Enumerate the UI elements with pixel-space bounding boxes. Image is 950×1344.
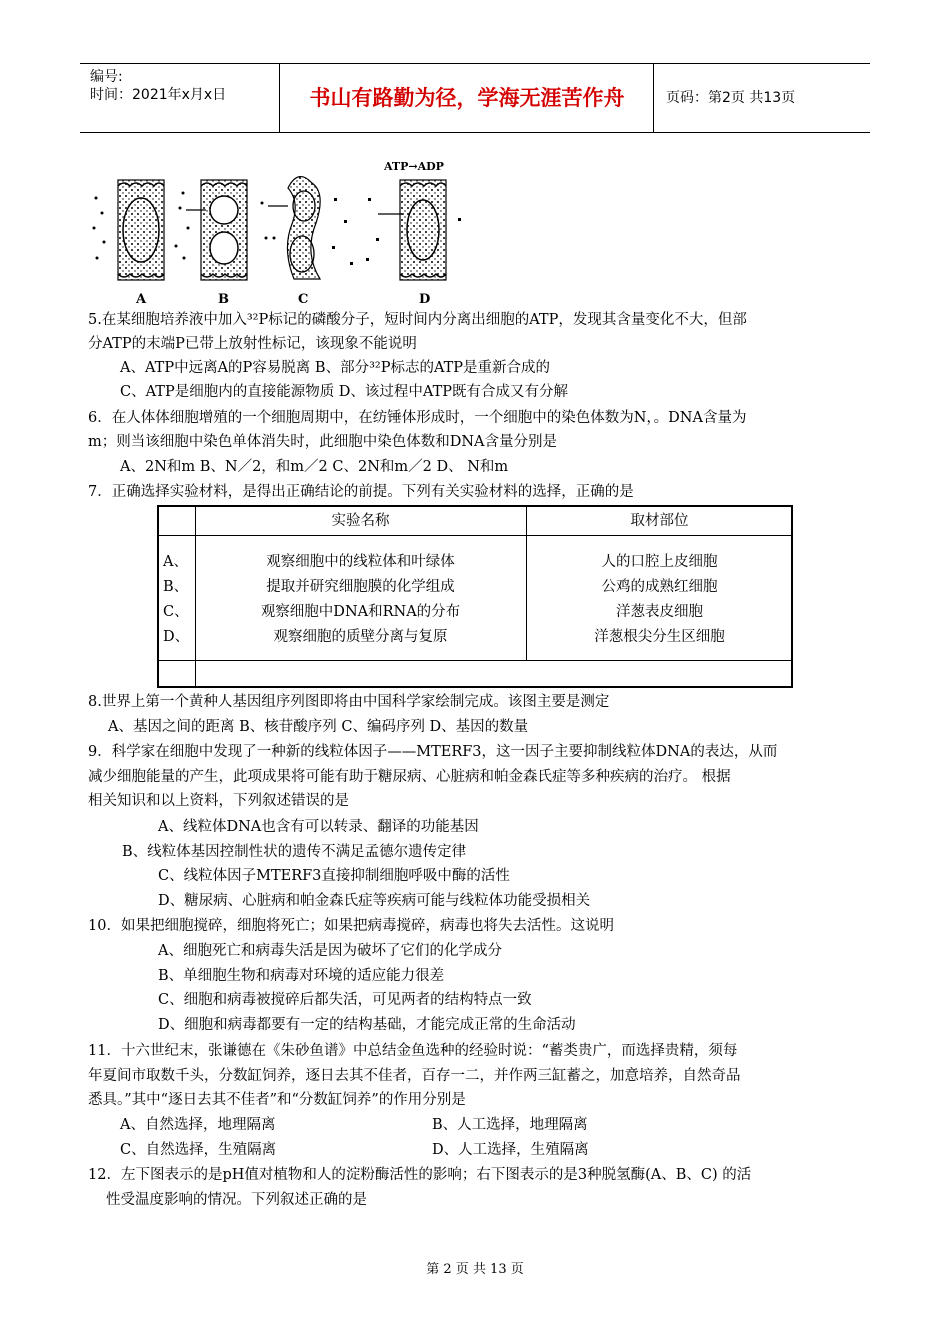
q7-stem: 7．正确选择实验材料，是得出正确结论的前提。下列有关实验材料的选择，正确的是 [88,484,634,500]
q9-option-d: D、糖尿病、心脏病和帕金森氏症等疾病可能与线粒体功能受损相关 [158,893,591,909]
serial-label: 编号: [90,69,123,85]
q6-options: A、2N和m B、N／2，和m／2 C、2N和m／2 D、 N和m [120,459,509,475]
q6-stem-2: m；则当该细胞中染色单体消失时，此细胞中染色体数和DNA含量分别是 [88,434,558,450]
atp-adp-label: ATP→ADP [384,160,444,173]
table-row-letter: C、 [163,604,189,620]
q8-stem: 8.世界上第一个黄种人基因组序列图即将由中国科学家绘制完成。该图主要是测定 [88,694,610,710]
table-header-material: 取材部位 [630,513,689,529]
q11-stem-2: 年夏间市取数千头，分数缸饲养，逐日去其不佳者，百存一二，并作两三缸蓄之，加意培养，自然奇品 [88,1068,741,1084]
q10-option-a: A、细胞死亡和病毒失活是因为破坏了它们的化学成分 [158,943,502,959]
q9-stem-3: 相关知识和以上资料，下列叙述错误的是 [88,793,349,809]
membrane-a [93,180,182,280]
membrane-c [268,177,353,279]
label-b: B [218,292,229,307]
membrane-transport-figure [88,158,468,308]
q7-table [157,505,793,688]
q5-stem-1: 5.在某细胞培养液中加入³²P标记的磷酸分子，短时间内分离出细胞的ATP，发现其含量变化不大，但部 [88,312,747,328]
q12-stem-1: 12．左下图表示的是pH值对植物和人的淀粉酶活性的影响；右下图表示的是3种脱氢酶(A、B、C) 的活 [88,1167,752,1183]
table-row-name: 提取并研究细胞膜的化学组成 [266,579,455,595]
membrane-diagram [88,158,468,308]
membrane-b [182,180,268,280]
q11-option-c: C、自然选择，生殖隔离 [120,1142,277,1158]
table-row-letter: D、 [163,629,190,645]
header-motto: 书山有路勤为径，学海无涯苦作舟 [281,64,654,132]
q12-stem-2: 性受温度影响的情况。下列叙述正确的是 [106,1192,367,1208]
membrane-d [366,160,461,280]
table-row-material: 人的口腔上皮细胞 [601,554,718,570]
table-row-material: 洋葱表皮细胞 [616,604,703,620]
label-a: A [136,292,147,307]
q11-option-b: B、人工选择，地理隔离 [432,1117,588,1133]
q9-option-c: C、线粒体因子MTERF3直接抑制细胞呼吸中酶的活性 [158,868,510,884]
table-row-letter: B、 [163,579,189,595]
header-page-label: 页码：第2页 共13页 [666,90,796,106]
q10-stem: 10．如果把细胞搅碎，细胞将死亡；如果把病毒搅碎，病毒也将失去活性。这说明 [88,918,614,934]
q11-option-a: A、自然选择，地理隔离 [120,1117,276,1133]
q5-options-2: C、ATP是细胞内的直接能源物质 D、该过程中ATP既有合成又有分解 [120,384,569,400]
table-header-name: 实验名称 [331,513,390,529]
q11-stem-3: 悉具。”其中“逐日去其不佳者”和“分数缸饲养”的作用分别是 [88,1092,466,1108]
header-meta [80,64,280,132]
q9-stem-1: 9．科学家在细胞中发现了一种新的线粒体因子——MTERF3，这一因子主要抑制线粒体DNA的表达，从而 [88,744,778,760]
q6-stem-1: 6．在人体体细胞增殖的一个细胞周期中，在纺锤体形成时，一个细胞中的染色体数为N，。DNA含量为 [88,410,747,426]
q10-option-d: D、细胞和病毒都要有一定的结构基础，才能完成正常的生命活动 [158,1017,576,1033]
table-row-name: 观察细胞的质壁分离与复原 [273,629,448,645]
table-row-material: 洋葱根尖分生区细胞 [594,629,725,645]
time-label: 时间：2021年x月x日 [90,87,227,103]
page-header [80,63,870,133]
label-d: D [419,292,431,307]
q8-options: A、基因之间的距离 B、核苷酸序列 C、编码序列 D、基因的数量 [108,719,529,735]
q9-option-a: A、线粒体DNA也含有可以转录、翻译的功能基因 [158,819,479,835]
q11-option-d: D、人工选择，生殖隔离 [432,1142,589,1158]
table-row-name: 观察细胞中的线粒体和叶绿体 [266,554,455,570]
table-row-letter: A、 [163,554,188,570]
label-c: C [298,292,309,307]
page-footer: 第 2 页 共 13 页 [426,1262,524,1277]
q11-stem-1: 11．十六世纪末，张谦德在《朱砂鱼谱》中总结金鱼选种的经验时说：“蓄类贵广，而选择贵精，须每 [88,1043,738,1059]
table-row-name: 观察细胞中DNA和RNA的分布 [260,604,461,620]
q9-stem-2: 减少细胞能量的产生，此项成果将可能有助于糖尿病、心脏病和帕金森氏症等多种疾病的治疗。 根据 [88,769,731,785]
q5-stem-2: 分ATP的末端P已带上放射性标记，该现象不能说明 [88,336,417,352]
q5-options-1: A、ATP中远离A的P容易脱离 B、部分³²P标志的ATP是重新合成的 [120,360,551,376]
q9-option-b: B、线粒体基因控制性状的遗传不满足孟德尔遗传定律 [122,844,467,860]
q10-option-c: C、细胞和病毒被搅碎后都失活，可见两者的结构特点一致 [158,992,532,1008]
q10-option-b: B、单细胞生物和病毒对环境的适应能力很差 [158,968,445,984]
table-row-material: 公鸡的成熟红细胞 [601,579,718,595]
